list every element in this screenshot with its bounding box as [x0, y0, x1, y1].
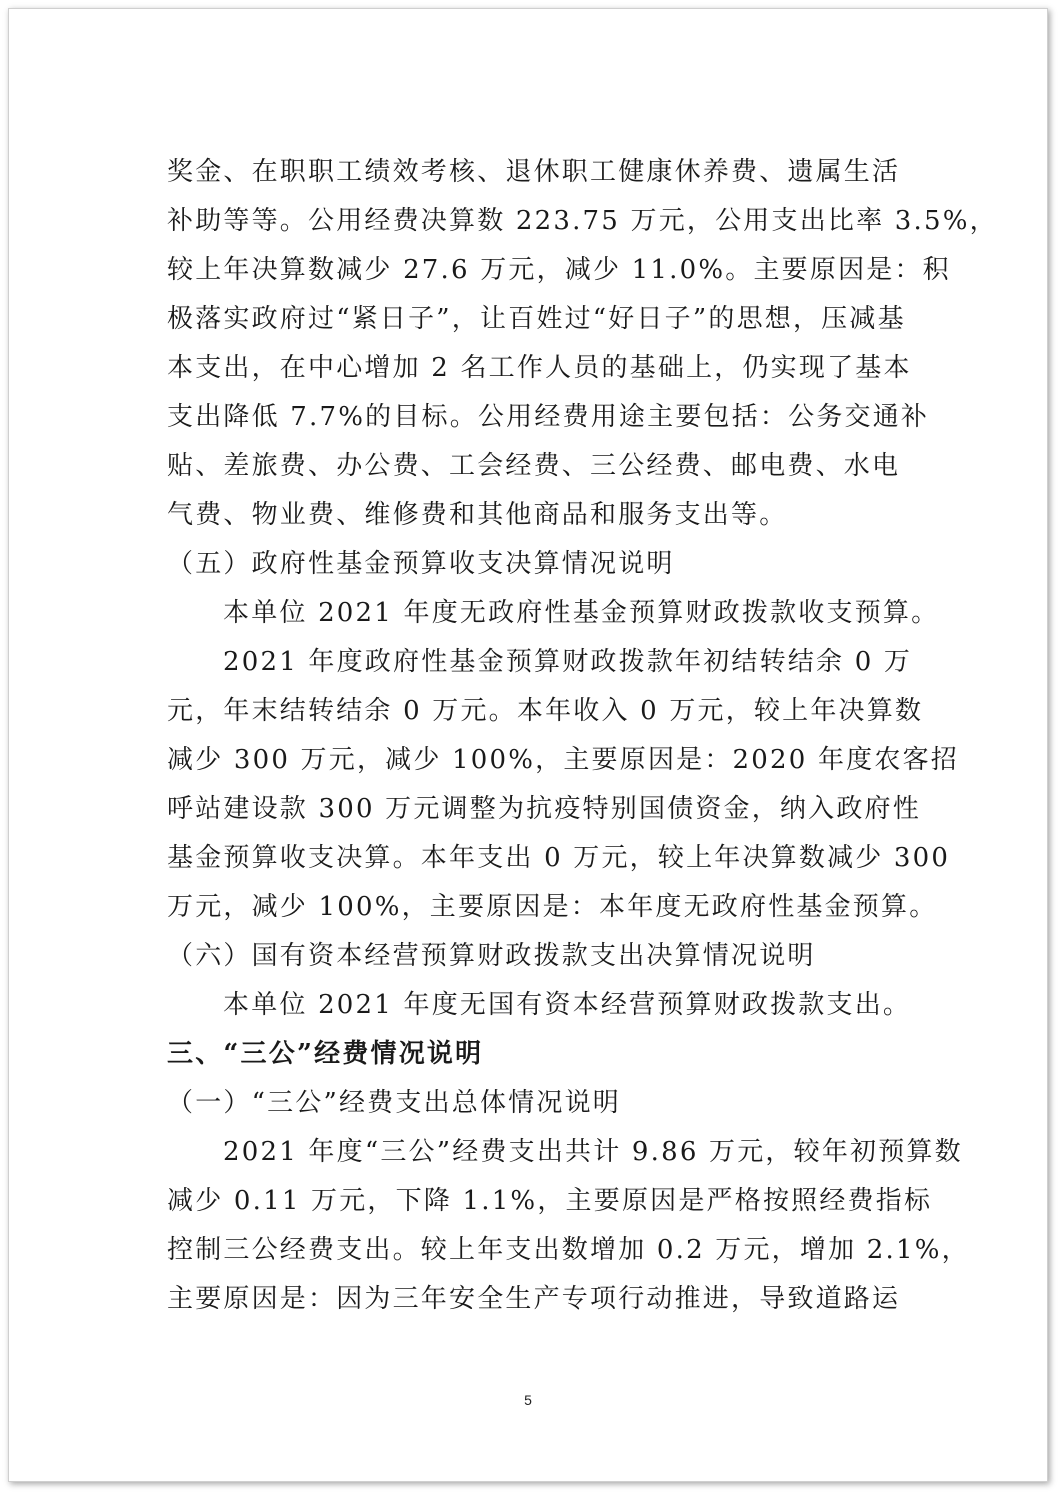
page-number: 5	[524, 1392, 532, 1408]
document-page	[8, 8, 1048, 1482]
chapter-heading-3: 三、“三公”经费情况说明	[167, 1039, 484, 1069]
paragraph-first-line: 2021 年度政府性基金预算财政拨款年初结转结余 0 万	[223, 647, 913, 677]
body-text-line: 基金预算收支决算。本年支出 0 万元，较上年决算数减少 300	[167, 843, 951, 873]
body-text-line: 减少 300 万元，减少 100%，主要原因是：2020 年度农客招	[167, 745, 959, 775]
body-text-line: 气费、物业费、维修费和其他商品和服务支出等。	[167, 500, 788, 530]
body-text-line: 奖金、在职职工绩效考核、退休职工健康休养费、遗属生活	[167, 157, 901, 187]
body-text-line: 补助等等。公用经费决算数 223.75 万元，公用支出比率 3.5%，	[167, 206, 998, 236]
body-text-line: 本支出，在中心增加 2 名工作人员的基础上，仍实现了基本	[167, 353, 912, 383]
section-heading-1: （一）“三公”经费支出总体情况说明	[167, 1088, 621, 1118]
body-text-line: 主要原因是：因为三年安全生产专项行动推进，导致道路运	[167, 1284, 901, 1314]
document-body	[167, 148, 998, 1324]
section-heading-6: （六）国有资本经营预算财政拨款支出决算情况说明	[167, 941, 816, 971]
body-text-line: 减少 0.11 万元，下降 1.1%，主要原因是严格按照经费指标	[167, 1186, 933, 1216]
section-heading-5: （五）政府性基金预算收支决算情况说明	[167, 549, 675, 579]
body-text-line: 万元，减少 100%，主要原因是：本年度无政府性基金预算。	[167, 892, 938, 922]
body-text-line: 呼站建设款 300 万元调整为抗疫特别国债资金，纳入政府性	[167, 794, 921, 824]
body-text-line: 控制三公经费支出。较上年支出数增加 0.2 万元，增加 2.1%，	[167, 1235, 970, 1265]
body-text-line: 支出降低 7.7%的目标。公用经费用途主要包括：公务交通补	[167, 402, 930, 432]
paragraph-first-line: 本单位 2021 年度无政府性基金预算财政拨款收支预算。	[223, 598, 940, 628]
paragraph-first-line: 本单位 2021 年度无国有资本经营预算财政拨款支出。	[223, 990, 912, 1020]
paragraph-first-line: 2021 年度“三公”经费支出共计 9.86 万元，较年初预算数	[223, 1137, 963, 1167]
body-text-line: 极落实政府过“紧日子”，让百姓过“好日子”的思想，压减基	[167, 304, 906, 334]
body-text-line: 元，年末结转结余 0 万元。本年收入 0 万元，较上年决算数	[167, 696, 924, 726]
body-text-line: 贴、差旅费、办公费、工会经费、三公经费、邮电费、水电	[167, 451, 901, 481]
body-text-line: 较上年决算数减少 27.6 万元，减少 11.0%。主要原因是：积	[167, 255, 951, 285]
